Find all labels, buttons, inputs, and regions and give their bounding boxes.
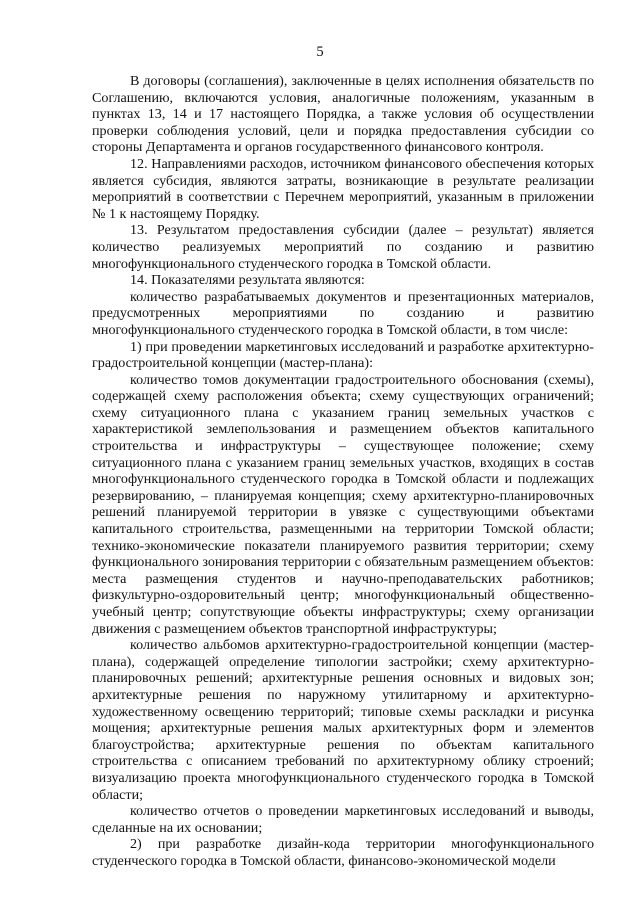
paragraph-documents-count: количество разрабатываемых документов и презентационных материалов, предусмотренных мероприятиями по созданию и развитию многофункционального студенческого городка в Томской области, в том числе: xyxy=(92,288,594,338)
document-body xyxy=(92,73,594,870)
paragraph-item-2-design-code: 2) при разработке дизайн-кода территории многофункционального студенческого городка в Томской области, финансово-экономической модели xyxy=(92,836,594,869)
paragraph-contracts-conditions: В договоры (соглашения), заключенные в целях исполнения обязательств по Соглашению, включаются условия, аналогичные положениям, указанным в пунктах 13, 14 и 17 настоящего Порядка, а также условия об осуществлении проверки соблюдения условий, цели и порядка предоставления субсидии со стороны Департамента и органов государственного финансового контроля. xyxy=(92,73,594,156)
paragraph-14-indicators-heading: 14. Показателями результата являются: xyxy=(130,272,365,289)
page-number: 5 xyxy=(316,44,324,60)
paragraph-12-expense-directions: 12. Направлениями расходов, источником финансового обеспечения которых является субсидия, являются затраты, возникающие в результате реализации мероприятий в соответствии с Перечнем мероприятий, указанным в приложении № 1 к настоящему Порядку. xyxy=(92,155,594,222)
paragraph-volumes-count: количество томов документации градостроительного обоснования (схемы), содержащей схему расположения объекта; схему существующих ограничений; схему ситуационного плана с указанием границ земельных участков с характеристикой землепользования и размещением объектов капитального строительства и инфраструктуры – существующее положение; схему ситуационного плана с указанием границ земельных участков, входящих в состав многофункционального студенческого городка в Томской области и подлежащих резервированию, – планируемая концепция; схему архитектурно-планировочных решений планируемой территории в увязке с существующими объектами капитального строительства, размещенными на территории Томской области; технико-экономические показатели планируемого развития территории; схему функционального зонирования территории с обязательным размещением объектов: места размещения студентов и научно-преподавательских работников; физкультурно-оздоровительный центр; многофункциональный общественно-учебный центр; сопутствующие объекты инфраструктуры; схему организации движения с размещением объектов транспортной инфраструктуры; xyxy=(92,371,594,637)
paragraph-reports-count: количество отчетов о проведении маркетинговых исследований и выводы, сделанные на их основании; xyxy=(92,803,594,836)
paragraph-item-1-marketing: 1) при проведении маркетинговых исследований и разработке архитектурно-градостроительной концепции (мастер-плана): xyxy=(92,338,594,372)
paragraph-albums-count: количество альбомов архитектурно-градостроительной концепции (мастер-плана), содержащей определение типологии застройки; схему архитектурно-планировочных решений; архитектурные решения основных и видовых зон; архитектурные решения по наружному утилитарному и архитектурно-художественному освещению территорий; типовые схемы раскладки и рисунка мощения; архитектурные решения малых архитектурных форм и элементов благоустройства; архитектурные решения по объектам капитального строительства с описанием требований по архитектурному облику строений; визуализацию проекта многофункционального студенческого городка в Томской области; xyxy=(92,637,594,803)
paragraph-13-result: 13. Результатом предоставления субсидии (далее – результат) является количество реализуемых мероприятий по созданию и развитию многофункционального студенческого городка в Томской области. xyxy=(92,222,594,272)
